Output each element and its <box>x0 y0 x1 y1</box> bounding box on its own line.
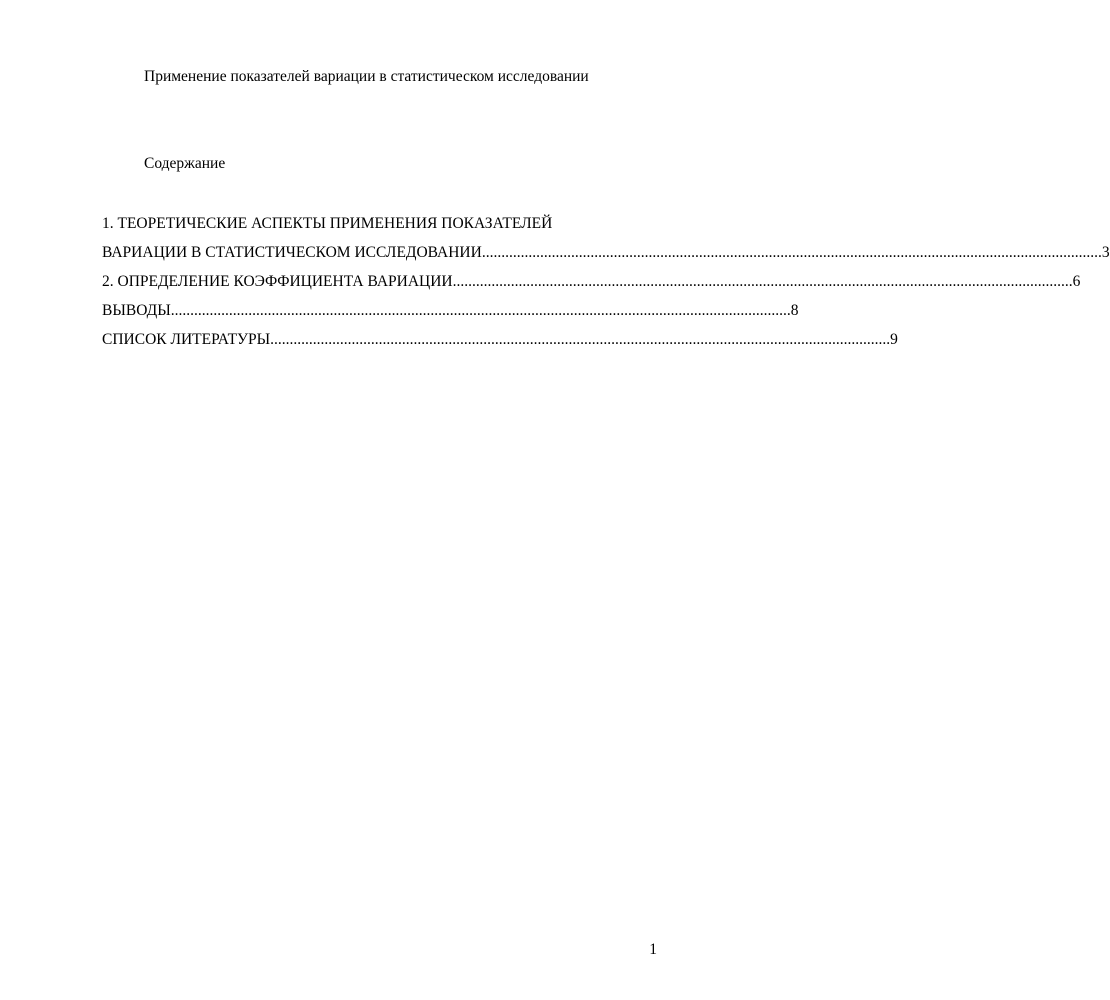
toc-entry-1-line-1 <box>102 209 656 238</box>
dot-leader: ................................................................................................................................................................ <box>170 302 791 319</box>
toc-entry-text: 1. ТЕОРЕТИЧЕСКИЕ АСПЕКТЫ ПРИМЕНЕНИЯ ПОКАЗАТЕЛЕЙ <box>102 215 553 232</box>
toc-entry-text: СПИСОК ЛИТЕРАТУРЫ <box>102 331 271 348</box>
table-of-contents <box>102 209 1110 354</box>
toc-page-number: 8 <box>790 302 799 319</box>
page-number: 1 <box>649 941 657 958</box>
toc-entry-text: ВЫВОДЫ <box>102 302 171 319</box>
toc-page-number: 6 <box>1072 273 1081 290</box>
document-title: Применение показателей вариации в статистическом исследовании <box>144 68 589 85</box>
toc-entry-3 <box>102 296 799 325</box>
toc-entry-2 <box>102 267 1081 296</box>
toc-page-number: 9 <box>890 331 898 348</box>
toc-entry-4 <box>102 325 898 354</box>
toc-entry-text: ВАРИАЦИИ В СТАТИСТИЧЕСКОМ ИССЛЕДОВАНИИ <box>102 244 482 261</box>
toc-entry-text: 2. ОПРЕДЕЛЕНИЕ КОЭФФИЦИЕНТА ВАРИАЦИИ <box>102 273 453 290</box>
toc-entry-1-line-2 <box>102 238 1110 267</box>
toc-heading: Содержание <box>144 155 226 172</box>
dot-leader: ................................................................................................................................................................ <box>270 331 891 348</box>
dot-leader: ................................................................................................................................................................ <box>452 273 1073 290</box>
dot-leader: ................................................................................................................................................................ <box>481 244 1102 261</box>
toc-page-number: 3 <box>1101 244 1110 261</box>
